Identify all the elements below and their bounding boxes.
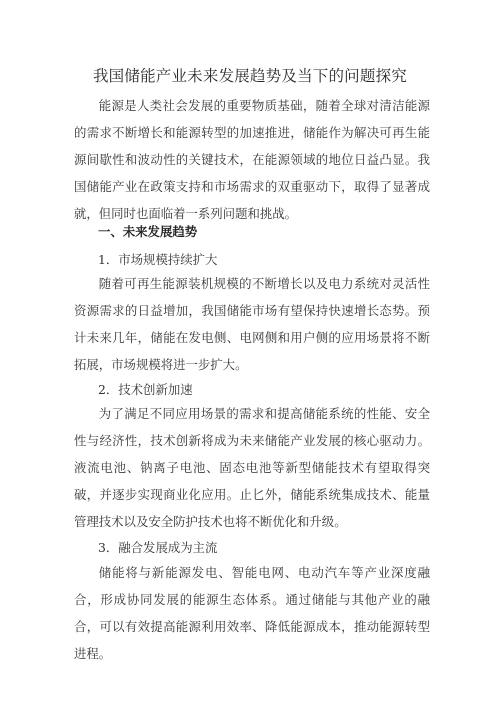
document-title: 我国储能产业未来发展趋势及当下的问题探究 bbox=[92, 67, 407, 85]
section-heading-trends: 一、未来发展趋势 bbox=[98, 224, 198, 239]
subsection-heading-integration: 3．融合发展成为主流 bbox=[98, 540, 218, 555]
paragraph-market: 随着可再生能源装机规模的不断增长以及电力系统对灵活性资源需求的日益增加，我国储能市场有望保持快速增长态势。预计未来几年，储能在发电侧、电网侧和用户侧的应用场景将不断拓展，市场规模将进一步扩大。 bbox=[74, 276, 430, 372]
intro-paragraph: 能源是人类社会发展的重要物质基础，随着全球对清洁能源的需求不断增长和能源转型的加速推进，储能作为解决可再生能源间歇性和波动性的关键技术，在能源领域的地位日益凸显。我国储能产业在政策支持和市场需求的双重驱动下，取得了显著成就，但同时也面临着一系列问题和挑战。 bbox=[74, 98, 430, 221]
subsection-heading-innovation: 2．技术创新加速 bbox=[98, 382, 193, 397]
subsection-heading-market: 1．市场规模持续扩大 bbox=[98, 252, 218, 267]
paragraph-integration: 储能将与新能源发电、智能电网、电动汽车等产业深度融合，形成协同发展的能源生态体系。通过储能与其他产业的融合，可以有效提高能源利用效率、降低能源成本，推动能源转型进程。 bbox=[74, 565, 430, 661]
paragraph-innovation: 为了满足不同应用场景的需求和提高储能系统的性能、安全性与经济性，技术创新将成为未来储能产业发展的核心驱动力。液流电池、钠离子电池、固态电池等新型储能技术有望取得突破，并逐步实现商业化应用。止匕外，储能系统集成技术、能量管理技术以及安全防护技术也将不断优化和升级。 bbox=[74, 406, 430, 529]
